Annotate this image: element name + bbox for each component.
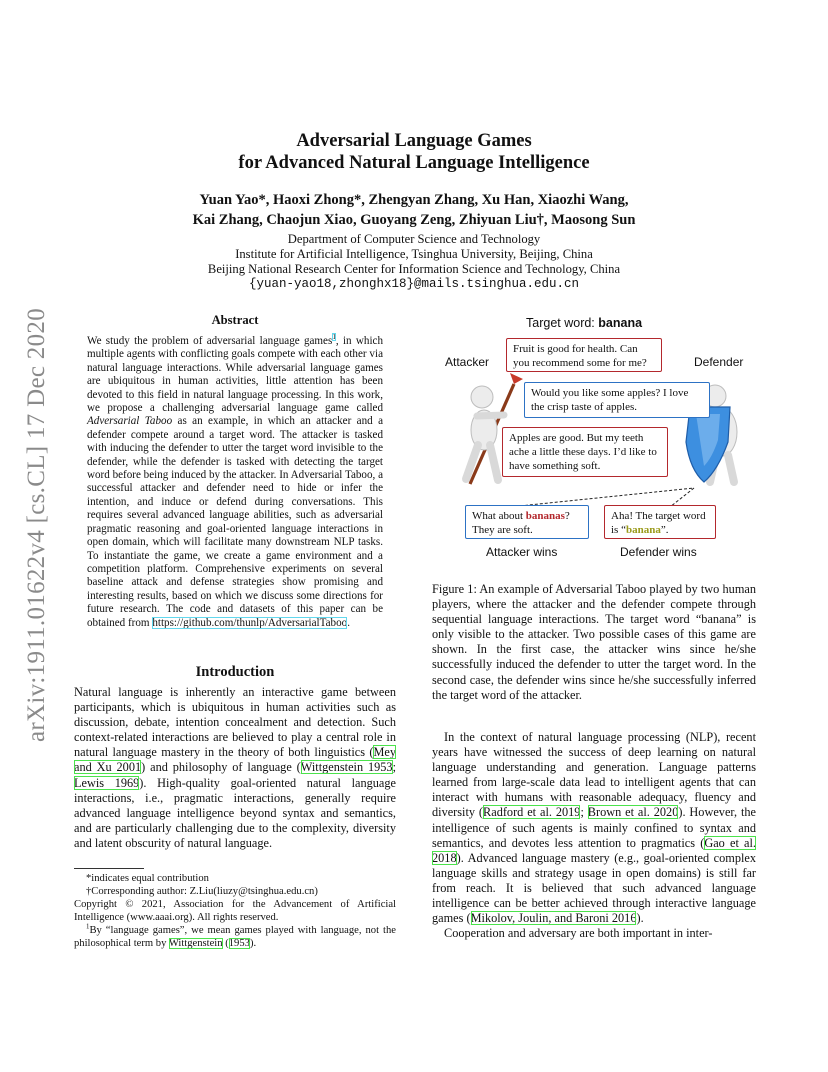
github-link[interactable]: https://github.com/thunlp/AdversarialTaboo [152, 616, 348, 629]
footnote-equal-contribution: *indicates equal contribution [86, 873, 209, 884]
abstract-part: , in which multiple agents with conflicting goals compete with each other via natural language interactions. While adversarial language games are ubiquitous in human activities, little attention has been devoted to this field in natural language processing. In this work, we propose a challenging adversarial language game called [87, 335, 383, 415]
bubble-target-word: banana [625, 524, 661, 536]
citation-link[interactable]: Lewis 1969 [74, 775, 140, 790]
copyright-notice: Copyright © 2021, Association for the Advancement of Artificial Intelligence (www.aaai.org). All rights reserved. [74, 899, 396, 923]
right-column-body [432, 730, 756, 941]
abstract-part: . [347, 616, 350, 629]
attacker-label: Attacker [445, 355, 490, 369]
footnote-rule [74, 868, 144, 869]
intro-text: Natural language is inherently an interactive game between participants, which is ubiquitous in human activities such as discussion, debate, intention concealment and detection. Such context-related interactions are believed to play a central role in natural language mastery in the theory of both linguistics ( [74, 685, 396, 760]
citation-link[interactable]: Mey and Xu 2001 [74, 745, 396, 775]
citation-link[interactable]: Wittgenstein 1953 [300, 760, 393, 775]
authors-line-2: Kai Zhang, Chaojun Xiao, Guoyang Zeng, Zhiyuan Liu†, Maosong Sun [192, 212, 636, 228]
intro-text: ). High-quality goal-oriented natural language interactions, i.e., pragmatic interactions, generally require advanced language intelligence beyond syntax and semantics, and are particularly challenging due to the complexity, diversity and latent obscurity of natural language. [74, 775, 396, 850]
footnote-1 [74, 924, 396, 950]
title-line-1: Adversarial Language Games [296, 131, 532, 151]
introduction-paragraph [74, 685, 396, 851]
footnotes [74, 872, 396, 950]
body-text: ). Advanced language mastery (e.g., goal-oriented complex language skills and strategy usage in open domains) is still far from reach. It is believed that such advanced language intelligence can be better achieved through interactive language games ( [432, 850, 756, 926]
citation-link[interactable]: Brown et al. 2020 [587, 805, 679, 820]
right-paragraph-2: Cooperation and adversary are both important in inter- [444, 926, 713, 941]
figure-caption: Figure 1: An example of Adversarial Taboo played by two human players, where the attacker and the defender compete through sequential language interactions. The target word “banana” is only visible to the attacker. Two possible cases of this game are shown. In the first case, the attacker wins since he/she successfully induced the defender to utter the target word. In the second case, the defender wins since he/she successfully inferred the target word of the attacker. [432, 582, 756, 702]
footnote-mark: 1 [86, 923, 90, 931]
attacker-wins-label: Attacker wins [486, 545, 558, 559]
author-list [0, 190, 828, 230]
attacker-bubble-2: Apples are good. But my teeth ache a little these days. I’d like to have something soft. [502, 427, 668, 477]
abstract-text [87, 335, 383, 630]
figure-1 [432, 312, 762, 570]
body-text: In the context of natural language processing (NLP), recent years have witnessed the success of deep learning on natural language understanding and generation. Language patterns learned from large-scale data lead to intelligent agents that can interact with humans with reasonable adequacy, fluency and diversity ( [432, 730, 756, 820]
citation-link[interactable]: Radford et al. 2019 [483, 805, 581, 820]
affiliation-line-1: Department of Computer Science and Technology [287, 232, 541, 246]
attacker-bubble-1: Fruit is good for health. Can you recommend some for me? [506, 338, 662, 372]
bubble-target-word: bananas [525, 510, 565, 522]
author-email: {yuan-yao18,zhonghx18}@mails.tsinghua.edu.cn [248, 277, 580, 291]
affiliation-block [0, 232, 828, 292]
intro-text: ) and philosophy of language ( [141, 760, 301, 775]
affiliation-line-3: Beijing National Research Center for Information Science and Technology, China [207, 262, 621, 276]
bubble-text: What about [472, 510, 526, 522]
citation-link[interactable]: 1953 [228, 938, 250, 949]
target-label-text: Target word: [526, 316, 599, 330]
citation-link[interactable]: Gao et al. 2018 [432, 835, 757, 865]
footnote-link[interactable]: 1 [332, 333, 336, 342]
bubble-text: ”. [660, 524, 669, 536]
right-paragraph-1 [432, 730, 756, 926]
defender-wins-bubble [604, 505, 716, 539]
bubble-text: ? They are soft. [472, 510, 570, 536]
bubble-text: Aha! The target word is “ [611, 510, 706, 536]
title-line-2: for Advanced Natural Language Intelligence [238, 153, 590, 173]
abstract-part: as an example, in which an attacker and a defender compete around a target word. The attacker is tasked with inducing the defender to utter the target word invisible to the defender, while the defender is tasked with detecting the target word before being induced by the attacker. In Adversarial Taboo, a successful attacker and defender need to hide or infer the intention, and induce or defend during conversations. This requires several advanced language abilities, such as adversarial pragmatic reasoning and goal-oriented language interactions in open domain, which will facilitate many downstream NLP tasks. To instantiate the game, we create a game environment and a competition platform. Comprehensive experiments on several baseline attack and defense strategies show promising and interesting results, based on which we discuss some directions for future research. The code and datasets of this paper can be obtained from [87, 415, 383, 629]
body-text: ). [636, 911, 644, 926]
target-word: banana [598, 316, 643, 330]
paper-title [0, 130, 828, 174]
body-text: ). However, the intelligence of such agents is mainly confined to syntax and semantics, and devotes less attention to pragmatics ( [432, 805, 756, 850]
footnote-text: By “language games”, we mean games played with language, not the philosophical term by [74, 925, 396, 949]
abstract-heading: Abstract [211, 313, 259, 327]
citation-link[interactable]: Mikolov, Joulin, and Baroni 2016 [470, 911, 637, 926]
intro-text: ; [392, 760, 397, 775]
arxiv-id: arXiv:1911.01622v4 [cs.CL] 17 Dec 2020 [23, 307, 50, 743]
defender-wins-label: Defender wins [620, 545, 697, 559]
defender-bubble-1: Would you like some apples? I love the crisp taste of apples. [524, 382, 710, 418]
affiliation-line-2: Institute for Artificial Intelligence, Tsinghua University, Beijing, China [235, 247, 593, 261]
footnote-text: ). [249, 938, 257, 949]
abstract-emphasis: Adversarial Taboo [87, 415, 173, 428]
abstract-part: We study the problem of adversarial language games [87, 335, 333, 347]
footnote-text: ( [222, 938, 229, 949]
arxiv-stamp [6, 285, 68, 765]
citation-link[interactable]: Wittgenstein [168, 938, 223, 949]
body-text: ; [580, 805, 588, 820]
attacker-wins-bubble [465, 505, 589, 539]
footnote-corresponding-author: †Corresponding author: Z.Liu(liuzy@tsinghua.edu.cn) [86, 886, 318, 897]
defender-label: Defender [694, 355, 744, 369]
introduction-heading: Introduction [195, 664, 275, 680]
authors-line-1: Yuan Yao*, Haoxi Zhong*, Zhengyan Zhang, Xu Han, Xiaozhi Wang, [199, 192, 629, 208]
